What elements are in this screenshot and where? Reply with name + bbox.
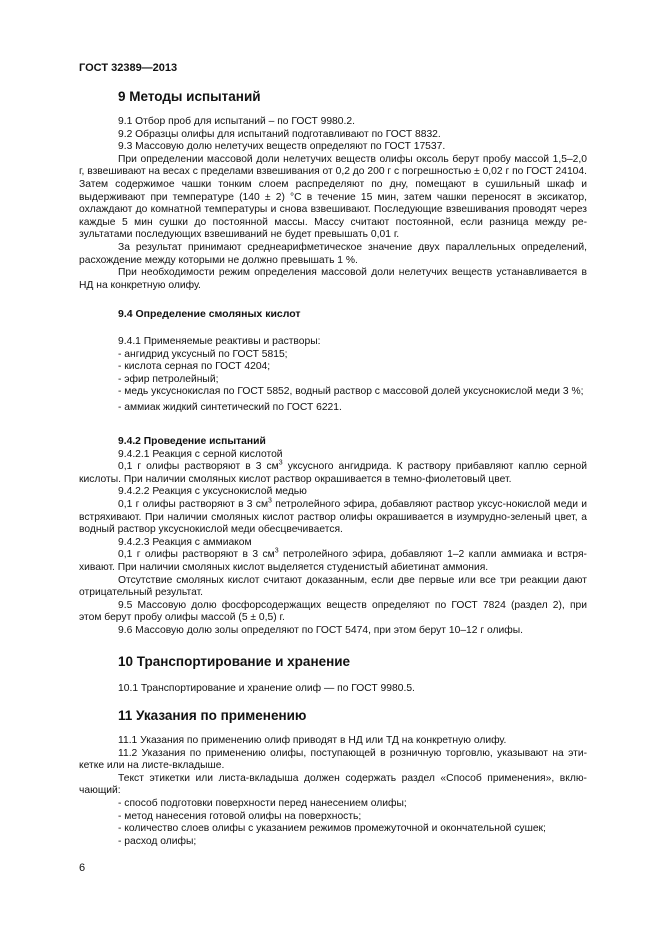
list-item: - ангидрид уксусный по ГОСТ 5815; (118, 348, 288, 360)
list-item: - способ подготовки поверхности перед нанесением олифы; (118, 797, 407, 809)
paragraph: За результат принимают среднеарифметическое значение двух параллельных определений, расхождение между которыми не должно превышать 1 %. (79, 241, 587, 266)
text: петролейного эфира, добавляют 1–2 капли аммиака и встря-хивают. При наличии смоляных кислот выделяется студенистый абиетинат аммония. (79, 549, 587, 573)
paragraph (79, 549, 587, 574)
page-number: 6 (79, 862, 86, 874)
paragraph: 11.2 Указания по применению олифы, поступающей в розничную торговлю, указывают на эти-кетке или на листе-вкладыше. (79, 747, 587, 772)
paragraph (79, 499, 587, 537)
list-item: - кислота серная по ГОСТ 4204; (118, 361, 271, 373)
list-item: - расход олифы; (118, 835, 197, 847)
list-item: - аммиак жидкий синтетический по ГОСТ 6221. (118, 401, 342, 413)
paragraph: При необходимости режим определения массовой доли нелетучих веществ устанавливается в НД на конкретную олифу. (79, 267, 587, 291)
paragraph: 9.4.1 Применяемые реактивы и растворы: (118, 336, 321, 347)
text: 0,1 г олифы растворяют в 3 см (118, 549, 275, 561)
section-9-title: 9 Методы испытаний (118, 89, 261, 104)
subsection-heading: 9.4.2 Проведение испытаний (118, 436, 266, 447)
superscript: 3 (268, 497, 272, 505)
section-10-title: 10 Транспортирование и хранение (118, 654, 351, 669)
subsection-9-4-title: 9.4 Определение смоляных кислот (118, 308, 301, 320)
section-9-body (79, 116, 587, 292)
text: уксусного ангидрида. К раствору прибавляют каплю серной кислоты. При наличии смоляных кислот раствор окрашивается в темно-фиолетовый цвет. (79, 461, 587, 485)
superscript: 3 (274, 547, 279, 555)
reaction-title: 9.4.2.1 Реакция с серной кислотой (118, 448, 283, 460)
standard-header: ГОСТ 32389—2013 (79, 62, 178, 74)
paragraph: Текст этикетки или листа-вкладыша должен содержать раздел «Способ применения», вклю-чающий: (79, 772, 587, 797)
paragraph: Отсутствие смоляных кислот считают доказанным, если две первые или все три реакции дают отрицательный результат. (79, 574, 587, 599)
text: 0,1 г олифы растворяют в 3 см (118, 498, 269, 510)
paragraph: 9.3 Массовую долю нелетучих веществ определяют по ГОСТ 17537. (118, 141, 446, 153)
paragraph: 9.5 Массовую долю фосфорсодержащих веществ определяют по ГОСТ 7824 (раздел 2), при этом берут пробу олифы массой (5 ± 0,5) г. (79, 599, 587, 624)
superscript: 3 (278, 459, 283, 467)
paragraph: 11.1 Указания по применению олиф приводят в НД или ТД на конкретную олифу. (118, 735, 507, 746)
paragraph: 9.1 Отбор проб для испытаний – по ГОСТ 9980.2. (118, 116, 355, 127)
subsection-9-4-2-body (79, 436, 587, 638)
paragraph (79, 461, 587, 486)
paragraph: При определении массовой доли нелетучих веществ олифы оксоль берут пробу массой 1,5–2,0 г, взвешивают на весах с пределами взвешивания от 0,2 до 200 г с погрешностью ± 0,02 г по ГОСТ 24104. Затем содержимое чашки тонким слоем распределяют по дну, помещают в сушильный шкаф и выдерживают при температуре (140 ± 2) °С в течение 15 мин, затем чашки переносят в эксикатор, охлаждают до комнатной температуры и снова взвешивают. Последующие взвешивания проводят через каждые 5 мин сушки до постоянной массы. Массу считают постоянной, если разница между ре-зультатами последующих взвешиваний не будет превышать 0,01 г. (79, 153, 587, 241)
section-11-body (79, 735, 587, 848)
paragraph: 10.1 Транспортирование и хранение олиф — по ГОСТ 9980.5. (118, 683, 415, 694)
paragraph: 9.6 Массовую долю золы определяют по ГОСТ 5474, при этом берут 10–12 г олифы. (118, 624, 523, 636)
paragraph: 9.2 Образцы олифы для испытаний подготавливают по ГОСТ 8832. (118, 128, 441, 140)
list-item: - эфир петролейный; (118, 373, 219, 385)
reaction-title: 9.4.2.2 Реакция с уксуснокислой медью (118, 486, 307, 498)
text: петролейного эфира, добавляют раствор уксус-нокислой меди и встряхивают. При наличии смоляных кислот раствор олифы окрашивается в изумрудно-зеленый цвет, а водный раствор уксуснокислой меди обесцвечивается. (79, 498, 587, 536)
subsection-9-4-body (79, 336, 587, 415)
reaction-title: 9.4.2.3 Реакция с аммиаком (118, 536, 252, 548)
text: 0,1 г олифы растворяют в 3 см (118, 461, 279, 473)
list-item: - количество слоев олифы с указанием режимов промежуточной и окончательной сушек; (118, 823, 546, 835)
section-11-title: 11 Указания по применению (118, 708, 307, 723)
list-item: - медь уксуснокислая по ГОСТ 5852, водный раствор с массовой долей уксуснокислой меди 3 %; (118, 386, 584, 398)
section-10-body (79, 683, 587, 696)
list-item: - метод нанесения готовой олифы на поверхность; (118, 810, 362, 822)
